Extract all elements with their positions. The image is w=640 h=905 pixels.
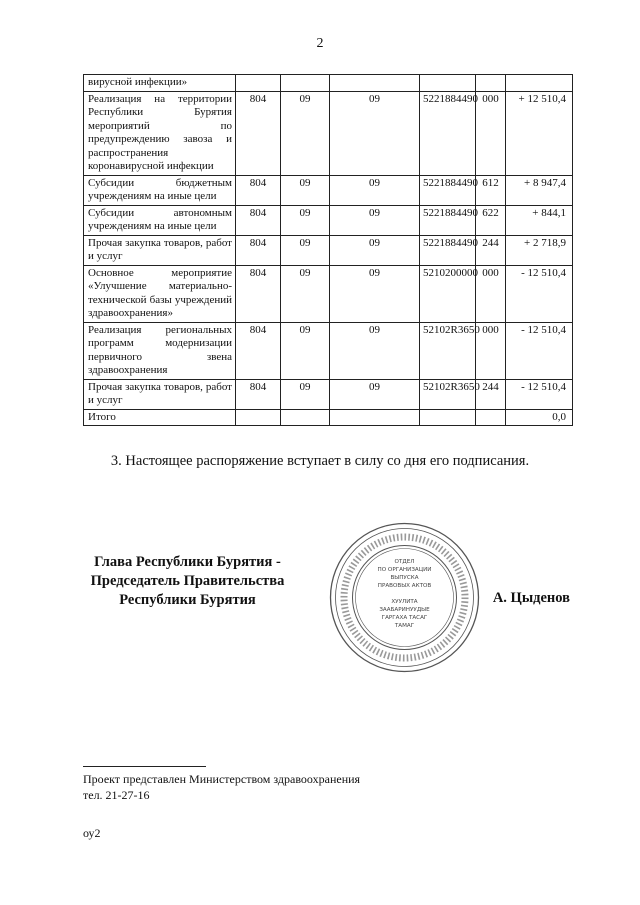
cell-target: 5221884490	[420, 91, 476, 175]
cell-type: 622	[476, 205, 506, 235]
cell-ministry: 804	[236, 205, 281, 235]
seal-inner-line: ОТДЕЛ	[394, 559, 415, 565]
cell-amount: 0,0	[506, 409, 573, 426]
official-seal	[327, 520, 482, 675]
cell-amount: + 2 718,9	[506, 235, 573, 265]
row-name: Итого	[84, 409, 236, 426]
cell-ministry	[236, 409, 281, 426]
cell-subsection	[330, 409, 420, 426]
row-name: Прочая закупка товаров, работ и услуг	[84, 379, 236, 409]
cell-section: 09	[281, 235, 330, 265]
seal-inner-line: ПРАВОВЫХ АКТОВ	[377, 583, 432, 589]
signatory-name: А. Цыденов	[492, 590, 570, 606]
footnote	[83, 771, 360, 803]
cell-section: 09	[281, 379, 330, 409]
cell-target: 52102R3650	[420, 379, 476, 409]
cell-amount: - 12 510,4	[506, 265, 573, 322]
cell-section: 09	[281, 175, 330, 205]
cell-target: 5221884490	[420, 235, 476, 265]
table-row	[84, 265, 573, 322]
cell-ministry: 804	[236, 379, 281, 409]
table-row	[84, 75, 573, 92]
table-row-total	[84, 409, 573, 426]
row-name: Прочая закупка товаров, работ и услуг	[84, 235, 236, 265]
cell-type	[476, 75, 506, 92]
row-name: Реализация на территории Республики Бурятия мероприятий по предупреждению завоза и распространения коронавирусной инфекции	[84, 91, 236, 175]
cell-type: 244	[476, 379, 506, 409]
row-name: Субсидии автономным учреждениям на иные цели	[84, 205, 236, 235]
cell-ministry: 804	[236, 235, 281, 265]
seal-inner-line: ВЫПУСКА	[390, 575, 419, 581]
cell-subsection: 09	[330, 322, 420, 379]
cell-type	[476, 409, 506, 426]
cell-amount: - 12 510,4	[506, 322, 573, 379]
seal-inner-line: ГАРГАХА ТАСАГ	[381, 615, 428, 621]
clause-3: 3. Настоящее распоряжение вступает в силу со дня его подписания.	[110, 453, 530, 469]
seal-inner-line: ХУУЛИТА	[391, 599, 418, 605]
row-name: Субсидии бюджетным учреждениям на иные цели	[84, 175, 236, 205]
signatory-title-line: Республики Бурятия	[119, 592, 256, 608]
row-name: Основное мероприятие «Улучшение материально-технической базы учреждений здравоохранения»	[84, 265, 236, 322]
cell-subsection: 09	[330, 91, 420, 175]
table-row	[84, 322, 573, 379]
seal-inner-line: ТАМАГ	[394, 623, 415, 629]
cell-target: 5221884490	[420, 205, 476, 235]
cell-type: 612	[476, 175, 506, 205]
cell-type: 000	[476, 91, 506, 175]
cell-ministry: 804	[236, 91, 281, 175]
cell-subsection: 09	[330, 265, 420, 322]
footnote-line: тел. 21-27-16	[83, 788, 150, 802]
cell-amount: + 12 510,4	[506, 91, 573, 175]
cell-type: 000	[476, 322, 506, 379]
cell-subsection: 09	[330, 379, 420, 409]
cell-target	[420, 75, 476, 92]
footnote-line: Проект представлен Министерством здравоохранения	[83, 772, 361, 786]
row-name: вирусной инфекции»	[84, 75, 236, 92]
row-name: Реализация региональных программ модернизации первичного звена здравоохранения	[84, 322, 236, 379]
cell-target	[420, 409, 476, 426]
cell-section	[281, 409, 330, 426]
seal-inner-line: ЗААБАРИНУУДЫЕ	[379, 607, 430, 613]
cell-amount	[506, 75, 573, 92]
cell-ministry	[236, 75, 281, 92]
budget-table	[83, 74, 573, 426]
document-code: оу2	[83, 826, 101, 840]
cell-section: 09	[281, 265, 330, 322]
cell-type: 244	[476, 235, 506, 265]
cell-subsection: 09	[330, 175, 420, 205]
table-row	[84, 91, 573, 175]
cell-target: 5210200000	[420, 265, 476, 322]
signatory-title	[80, 553, 295, 610]
cell-subsection: 09	[330, 205, 420, 235]
cell-section: 09	[281, 322, 330, 379]
cell-subsection	[330, 75, 420, 92]
cell-target: 52102R3650	[420, 322, 476, 379]
cell-ministry: 804	[236, 322, 281, 379]
table-row	[84, 175, 573, 205]
cell-ministry: 804	[236, 265, 281, 322]
footnote-divider	[83, 766, 206, 767]
cell-section	[281, 75, 330, 92]
table-row	[84, 379, 573, 409]
cell-section: 09	[281, 205, 330, 235]
cell-target: 5221884490	[420, 175, 476, 205]
page-number: 2	[316, 36, 324, 51]
seal-inner-line: ПО ОРГАНИЗАЦИИ	[377, 567, 432, 573]
signatory-title-line: Глава Республики Бурятия -	[94, 554, 281, 570]
cell-amount: + 844,1	[506, 205, 573, 235]
cell-subsection: 09	[330, 235, 420, 265]
table-row	[84, 205, 573, 235]
cell-type: 000	[476, 265, 506, 322]
cell-ministry: 804	[236, 175, 281, 205]
cell-amount: - 12 510,4	[506, 379, 573, 409]
signatory-title-line: Председатель Правительства	[90, 573, 285, 589]
cell-section: 09	[281, 91, 330, 175]
table-row	[84, 235, 573, 265]
cell-amount: + 8 947,4	[506, 175, 573, 205]
